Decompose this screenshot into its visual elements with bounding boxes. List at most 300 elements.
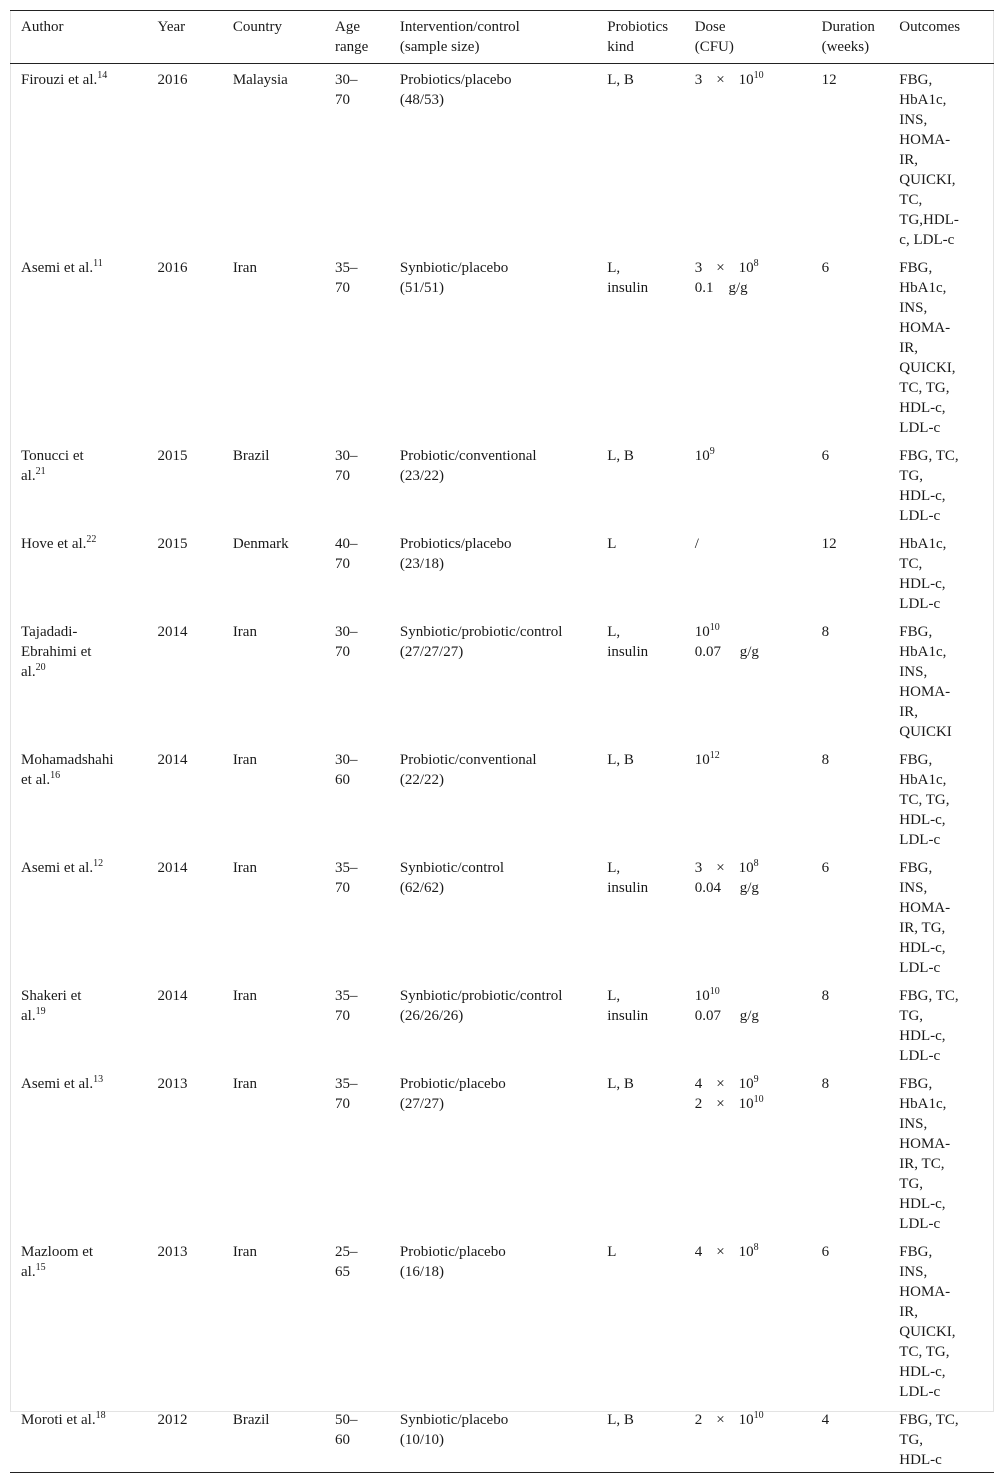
cell-dose bbox=[695, 1404, 822, 1473]
kind-text: L, bbox=[607, 260, 621, 276]
cell-country: Iran bbox=[232, 860, 257, 876]
age-text: 70 bbox=[335, 556, 351, 572]
age-text: 70 bbox=[335, 1096, 351, 1112]
cell-probiotics-kind bbox=[607, 252, 694, 440]
outcome-text: HOMA- bbox=[899, 1136, 951, 1152]
cell-duration: 12 bbox=[821, 536, 837, 552]
cell-probiotics-kind bbox=[607, 1068, 694, 1236]
age-text: 40– bbox=[335, 536, 358, 552]
author-name: Mohamadshahi bbox=[21, 752, 114, 768]
intervention-text: (26/26/26) bbox=[399, 1008, 464, 1024]
outcome-text: HDL-c, bbox=[899, 812, 946, 828]
outcome-text: INS, bbox=[899, 880, 928, 896]
dose-multiplier: 3 bbox=[694, 860, 703, 876]
author-reference: 11 bbox=[93, 258, 103, 269]
outcome-text: TC, TG, bbox=[899, 792, 950, 808]
author-name: Hove et al. bbox=[21, 536, 87, 552]
author-reference: 16 bbox=[50, 770, 61, 781]
kind-text: insulin bbox=[607, 280, 649, 296]
header-dose: Dose (CFU) bbox=[694, 19, 734, 55]
dose-times: × bbox=[716, 860, 725, 876]
intervention-text: Probiotic/conventional bbox=[399, 448, 537, 464]
author-reference: 20 bbox=[35, 662, 46, 673]
cell-duration: 8 bbox=[821, 624, 830, 640]
intervention-text: Synbiotic/placebo bbox=[399, 260, 509, 276]
cell-duration: 6 bbox=[821, 860, 830, 876]
cell-country: Iran bbox=[232, 752, 257, 768]
dose-exponent: 9 bbox=[753, 1074, 759, 1085]
cell-dose bbox=[695, 528, 822, 616]
dose-exponent: 8 bbox=[753, 858, 759, 869]
cell-age-range bbox=[335, 852, 400, 980]
age-text: 70 bbox=[335, 468, 351, 484]
age-text: 30– bbox=[335, 448, 358, 464]
intervention-text: (22/22) bbox=[399, 772, 445, 788]
intervention-text: (16/18) bbox=[399, 1264, 445, 1280]
outcome-text: IR, TG, bbox=[899, 920, 946, 936]
cell-author bbox=[10, 1236, 157, 1404]
author-name: Asemi et al. bbox=[21, 260, 94, 276]
cell-probiotics-kind bbox=[607, 1236, 694, 1404]
author-reference: 18 bbox=[95, 1410, 106, 1421]
dose-exponent: 10 bbox=[709, 986, 720, 997]
dose-multiplier: 3 bbox=[694, 72, 703, 88]
cell-intervention bbox=[400, 744, 607, 852]
dose-line bbox=[695, 1242, 818, 1262]
table-row bbox=[10, 528, 994, 616]
cell-outcomes bbox=[899, 980, 994, 1068]
dose-times: × bbox=[716, 260, 725, 276]
cell-intervention bbox=[400, 980, 607, 1068]
cell-probiotics-kind bbox=[607, 440, 694, 528]
cell-country: Iran bbox=[232, 1076, 257, 1092]
outcome-text: HOMA- bbox=[899, 684, 951, 700]
outcome-text: LDL-c bbox=[899, 960, 941, 976]
age-text: 70 bbox=[335, 880, 351, 896]
kind-text: L, B bbox=[607, 1076, 634, 1092]
kind-text: L, B bbox=[607, 448, 634, 464]
outcome-text: TC, bbox=[899, 556, 923, 572]
cell-author bbox=[10, 980, 157, 1068]
age-text: 70 bbox=[335, 644, 351, 660]
header-outcomes: Outcomes bbox=[899, 19, 961, 35]
dose-line bbox=[695, 1074, 818, 1094]
outcome-text: HbA1c, bbox=[899, 644, 947, 660]
cell-intervention bbox=[400, 528, 607, 616]
cell-country: Iran bbox=[232, 1244, 257, 1260]
header-row bbox=[10, 11, 994, 64]
kind-text: L bbox=[607, 536, 617, 552]
cell-author bbox=[10, 852, 157, 980]
age-text: 70 bbox=[335, 92, 351, 108]
cell-dose bbox=[695, 616, 822, 744]
outcome-text: FBG, bbox=[899, 1076, 933, 1092]
age-text: 50– bbox=[335, 1412, 358, 1428]
cell-duration: 8 bbox=[821, 1076, 830, 1092]
dose-exponent: 9 bbox=[709, 446, 715, 457]
cell-year: 2014 bbox=[157, 752, 188, 768]
kind-text: insulin bbox=[607, 1008, 649, 1024]
cell-probiotics-kind bbox=[607, 980, 694, 1068]
cell-dose bbox=[695, 1068, 822, 1236]
dose-base: 10 bbox=[738, 260, 754, 276]
cell-author bbox=[10, 744, 157, 852]
cell-outcomes bbox=[899, 1236, 994, 1404]
dose-base: 10 bbox=[738, 1412, 754, 1428]
age-text: 35– bbox=[335, 1076, 358, 1092]
outcome-text: HOMA- bbox=[899, 132, 951, 148]
outcome-text: IR, bbox=[899, 1304, 919, 1320]
dose-base: 10 bbox=[694, 624, 710, 640]
outcome-text: TG, bbox=[899, 1008, 924, 1024]
dose-line: 0.07 g/g bbox=[694, 1008, 759, 1024]
cell-country: Iran bbox=[232, 624, 257, 640]
author-name: Asemi et al. bbox=[21, 860, 94, 876]
kind-text: L, bbox=[607, 624, 621, 640]
cell-author bbox=[10, 528, 157, 616]
cell-probiotics-kind bbox=[607, 852, 694, 980]
cell-duration: 4 bbox=[821, 1412, 830, 1428]
dose-multiplier: 2 bbox=[694, 1412, 703, 1428]
intervention-text: Probiotic/placebo bbox=[399, 1244, 506, 1260]
cell-dose bbox=[695, 744, 822, 852]
cell-dose bbox=[695, 1236, 822, 1404]
dose-multiplier: 3 bbox=[694, 260, 703, 276]
outcome-text: HbA1c, bbox=[899, 536, 947, 552]
dose-line: 0.07 g/g bbox=[694, 644, 759, 660]
cell-intervention bbox=[400, 1068, 607, 1236]
cell-intervention bbox=[400, 440, 607, 528]
outcome-text: FBG, bbox=[899, 260, 933, 276]
outcome-text: HOMA- bbox=[899, 900, 951, 916]
outcome-text: HbA1c, bbox=[899, 1096, 947, 1112]
cell-country: Brazil bbox=[232, 448, 270, 464]
cell-duration: 6 bbox=[821, 448, 830, 464]
cell-author bbox=[10, 1068, 157, 1236]
author-name: Firouzi et al. bbox=[21, 72, 98, 88]
cell-outcomes bbox=[899, 528, 994, 616]
dose-times: × bbox=[716, 1244, 725, 1260]
cell-outcomes bbox=[899, 1068, 994, 1236]
author-reference: 19 bbox=[35, 1006, 46, 1017]
cell-age-range bbox=[335, 616, 400, 744]
header-probiotics-kind: Probiotics kind bbox=[607, 19, 669, 55]
dose-line bbox=[695, 446, 818, 466]
kind-text: L, B bbox=[607, 752, 634, 768]
outcome-text: INS, bbox=[899, 1116, 928, 1132]
cell-outcomes bbox=[899, 440, 994, 528]
author-reference: 12 bbox=[93, 858, 104, 869]
kind-text: L, B bbox=[607, 1412, 634, 1428]
cell-country: Brazil bbox=[232, 1412, 270, 1428]
intervention-text: (27/27/27) bbox=[399, 644, 464, 660]
dose-times: × bbox=[716, 1412, 725, 1428]
studies-table bbox=[10, 10, 994, 1473]
cell-outcomes bbox=[899, 64, 994, 253]
dose-exponent: 10 bbox=[753, 70, 764, 81]
cell-age-range bbox=[335, 1236, 400, 1404]
cell-country: Iran bbox=[232, 260, 257, 276]
kind-text: L, bbox=[607, 988, 621, 1004]
cell-probiotics-kind bbox=[607, 528, 694, 616]
outcome-text: TC, bbox=[899, 192, 923, 208]
outcome-text: QUICKI, bbox=[899, 1324, 956, 1340]
dose-base: 10 bbox=[694, 988, 710, 1004]
age-text: 60 bbox=[335, 1432, 351, 1448]
dose-multiplier: 4 bbox=[694, 1244, 703, 1260]
outcome-text: FBG, bbox=[899, 624, 933, 640]
cell-outcomes bbox=[899, 616, 994, 744]
cell-dose bbox=[695, 64, 822, 253]
cell-year: 2014 bbox=[157, 988, 188, 1004]
outcome-text: IR, bbox=[899, 704, 919, 720]
cell-age-range bbox=[335, 744, 400, 852]
author-reference: 21 bbox=[35, 466, 46, 477]
author-name: al. bbox=[21, 468, 36, 484]
outcome-text: TG, bbox=[899, 1176, 924, 1192]
dose-line: 0.1 g/g bbox=[694, 280, 748, 296]
cell-author bbox=[10, 252, 157, 440]
dose-base: 10 bbox=[738, 860, 754, 876]
dose-line bbox=[695, 1094, 818, 1114]
cell-year: 2013 bbox=[157, 1244, 188, 1260]
table-header bbox=[10, 11, 994, 64]
dose-line bbox=[695, 70, 818, 90]
author-name: et al. bbox=[21, 772, 51, 788]
dose-multiplier: 4 bbox=[694, 1076, 703, 1092]
kind-text: L bbox=[607, 1244, 617, 1260]
author-name: Ebrahimi et bbox=[21, 644, 92, 660]
outcome-text: FBG, TC, bbox=[899, 1412, 959, 1428]
outcome-text: INS, bbox=[899, 1264, 928, 1280]
outcome-text: TC, TG, bbox=[899, 1344, 950, 1360]
author-reference: 13 bbox=[93, 1074, 104, 1085]
intervention-text: (10/10) bbox=[399, 1432, 445, 1448]
outcome-text: HDL-c, bbox=[899, 1196, 946, 1212]
cell-country: Malaysia bbox=[232, 72, 288, 88]
cell-author bbox=[10, 1404, 157, 1473]
outcome-text: HbA1c, bbox=[899, 280, 947, 296]
cell-intervention bbox=[400, 64, 607, 253]
table-row bbox=[10, 64, 994, 253]
outcome-text: c, LDL-c bbox=[899, 232, 955, 248]
outcome-text: HOMA- bbox=[899, 1284, 951, 1300]
cell-intervention bbox=[400, 1236, 607, 1404]
dose-multiplier: 2 bbox=[694, 1096, 703, 1112]
cell-age-range bbox=[335, 440, 400, 528]
cell-duration: 12 bbox=[821, 72, 837, 88]
cell-probiotics-kind bbox=[607, 64, 694, 253]
dose-line bbox=[695, 858, 818, 878]
dose-base: 10 bbox=[738, 1096, 754, 1112]
outcome-text: INS, bbox=[899, 112, 928, 128]
dose-line bbox=[695, 986, 818, 1006]
age-text: 65 bbox=[335, 1264, 351, 1280]
cell-probiotics-kind bbox=[607, 1404, 694, 1473]
outcome-text: FBG, bbox=[899, 72, 933, 88]
header-country: Country bbox=[232, 19, 282, 35]
author-reference: 15 bbox=[35, 1262, 46, 1273]
cell-age-range bbox=[335, 528, 400, 616]
outcome-text: IR, TC, bbox=[899, 1156, 945, 1172]
dose-times: × bbox=[716, 1096, 725, 1112]
dose-times: × bbox=[716, 72, 725, 88]
cell-duration: 8 bbox=[821, 988, 830, 1004]
kind-text: insulin bbox=[607, 880, 649, 896]
kind-text: insulin bbox=[607, 644, 649, 660]
header-year: Year bbox=[157, 19, 186, 35]
table-row bbox=[10, 1068, 994, 1236]
table-row bbox=[10, 1404, 994, 1473]
cell-intervention bbox=[400, 852, 607, 980]
intervention-text: Synbiotic/placebo bbox=[399, 1412, 509, 1428]
age-text: 60 bbox=[335, 772, 351, 788]
header-intervention: Intervention/control (sample size) bbox=[399, 19, 520, 55]
intervention-text: Synbiotic/probiotic/control bbox=[399, 988, 563, 1004]
outcome-text: FBG, bbox=[899, 1244, 933, 1260]
dose-line bbox=[695, 622, 818, 642]
cell-duration: 6 bbox=[821, 1244, 830, 1260]
dose-line bbox=[695, 750, 818, 770]
cell-age-range bbox=[335, 1404, 400, 1473]
dose-base: 10 bbox=[738, 1076, 754, 1092]
cell-intervention bbox=[400, 252, 607, 440]
age-text: 35– bbox=[335, 260, 358, 276]
dose-base: 10 bbox=[694, 448, 710, 464]
age-text: 25– bbox=[335, 1244, 358, 1260]
header-age-range: Age range bbox=[335, 19, 369, 55]
cell-author bbox=[10, 616, 157, 744]
outcome-text: HDL-c, bbox=[899, 576, 946, 592]
cell-dose bbox=[695, 252, 822, 440]
outcome-text: HDL-c, bbox=[899, 488, 946, 504]
dose-text: / bbox=[694, 536, 699, 552]
cell-country: Denmark bbox=[232, 536, 289, 552]
cell-year: 2015 bbox=[157, 536, 188, 552]
cell-dose bbox=[695, 440, 822, 528]
age-text: 35– bbox=[335, 988, 358, 1004]
table-row bbox=[10, 852, 994, 980]
table-row bbox=[10, 252, 994, 440]
header-duration: Duration (weeks) bbox=[821, 19, 875, 55]
kind-text: L, bbox=[607, 860, 621, 876]
cell-dose bbox=[695, 852, 822, 980]
age-text: 30– bbox=[335, 624, 358, 640]
dose-line: 0.04 g/g bbox=[694, 880, 759, 896]
author-name: al. bbox=[21, 664, 36, 680]
dose-exponent: 10 bbox=[753, 1410, 764, 1421]
author-reference: 22 bbox=[86, 534, 97, 545]
cell-outcomes bbox=[899, 744, 994, 852]
outcome-text: HDL-c, bbox=[899, 1364, 946, 1380]
outcome-text: LDL-c bbox=[899, 596, 941, 612]
intervention-text: (23/18) bbox=[399, 556, 445, 572]
outcome-text: HbA1c, bbox=[899, 772, 947, 788]
dose-base: 10 bbox=[738, 72, 754, 88]
cell-year: 2014 bbox=[157, 624, 188, 640]
age-text: 30– bbox=[335, 752, 358, 768]
age-text: 70 bbox=[335, 280, 351, 296]
outcome-text: TC, TG, bbox=[899, 380, 950, 396]
cell-year: 2013 bbox=[157, 1076, 188, 1092]
cell-year: 2012 bbox=[157, 1412, 188, 1428]
outcome-text: HDL-c, bbox=[899, 1028, 946, 1044]
dose-exponent: 8 bbox=[753, 1242, 759, 1253]
cell-intervention bbox=[400, 1404, 607, 1473]
intervention-text: Probiotics/placebo bbox=[399, 72, 512, 88]
outcome-text: HDL-c bbox=[899, 1452, 942, 1468]
dose-base: 10 bbox=[738, 1244, 754, 1260]
table-row bbox=[10, 1236, 994, 1404]
cell-dose bbox=[695, 980, 822, 1068]
outcome-text: IR, bbox=[899, 340, 919, 356]
cell-age-range bbox=[335, 64, 400, 253]
outcome-text: QUICKI bbox=[899, 724, 952, 740]
cell-probiotics-kind bbox=[607, 744, 694, 852]
cell-age-range bbox=[335, 252, 400, 440]
outcome-text: INS, bbox=[899, 664, 928, 680]
cell-outcomes bbox=[899, 1404, 994, 1473]
outcome-text: FBG, bbox=[899, 860, 933, 876]
table-row bbox=[10, 744, 994, 852]
outcome-text: QUICKI, bbox=[899, 172, 956, 188]
cell-outcomes bbox=[899, 252, 994, 440]
cell-probiotics-kind bbox=[607, 616, 694, 744]
dose-line bbox=[695, 1410, 818, 1430]
table-body bbox=[10, 64, 994, 1473]
outcome-text: LDL-c bbox=[899, 420, 941, 436]
cell-year: 2015 bbox=[157, 448, 188, 464]
intervention-text: Synbiotic/control bbox=[399, 860, 505, 876]
author-name: Shakeri et bbox=[21, 988, 82, 1004]
intervention-text: (23/22) bbox=[399, 468, 445, 484]
outcome-text: TG, bbox=[899, 468, 924, 484]
dose-base: 10 bbox=[694, 752, 710, 768]
age-text: 35– bbox=[335, 860, 358, 876]
author-name: al. bbox=[21, 1008, 36, 1024]
outcome-text: INS, bbox=[899, 300, 928, 316]
outcome-text: IR, bbox=[899, 152, 919, 168]
kind-text: L, B bbox=[607, 72, 634, 88]
dose-exponent: 12 bbox=[709, 750, 720, 761]
author-name: Tonucci et bbox=[21, 448, 84, 464]
header-author: Author bbox=[21, 19, 64, 35]
outcome-text: FBG, TC, bbox=[899, 988, 959, 1004]
cell-country: Iran bbox=[232, 988, 257, 1004]
intervention-text: (62/62) bbox=[399, 880, 445, 896]
intervention-text: (27/27) bbox=[399, 1096, 445, 1112]
intervention-text: (48/53) bbox=[399, 92, 445, 108]
intervention-text: Synbiotic/probiotic/control bbox=[399, 624, 563, 640]
outcome-text: LDL-c bbox=[899, 832, 941, 848]
intervention-text: (51/51) bbox=[399, 280, 445, 296]
outcome-text: HbA1c, bbox=[899, 92, 947, 108]
cell-year: 2016 bbox=[157, 260, 188, 276]
dose-times: × bbox=[716, 1076, 725, 1092]
outcome-text: LDL-c bbox=[899, 1216, 941, 1232]
cell-duration: 6 bbox=[821, 260, 830, 276]
intervention-text: Probiotic/placebo bbox=[399, 1076, 506, 1092]
cell-year: 2014 bbox=[157, 860, 188, 876]
outcome-text: TG,HDL- bbox=[899, 212, 959, 228]
outcome-text: FBG, TC, bbox=[899, 448, 959, 464]
dose-exponent: 10 bbox=[753, 1094, 764, 1105]
cell-age-range bbox=[335, 980, 400, 1068]
dose-line bbox=[695, 258, 818, 278]
author-name: Tajadadi- bbox=[21, 624, 78, 640]
cell-age-range bbox=[335, 1068, 400, 1236]
cell-author bbox=[10, 440, 157, 528]
